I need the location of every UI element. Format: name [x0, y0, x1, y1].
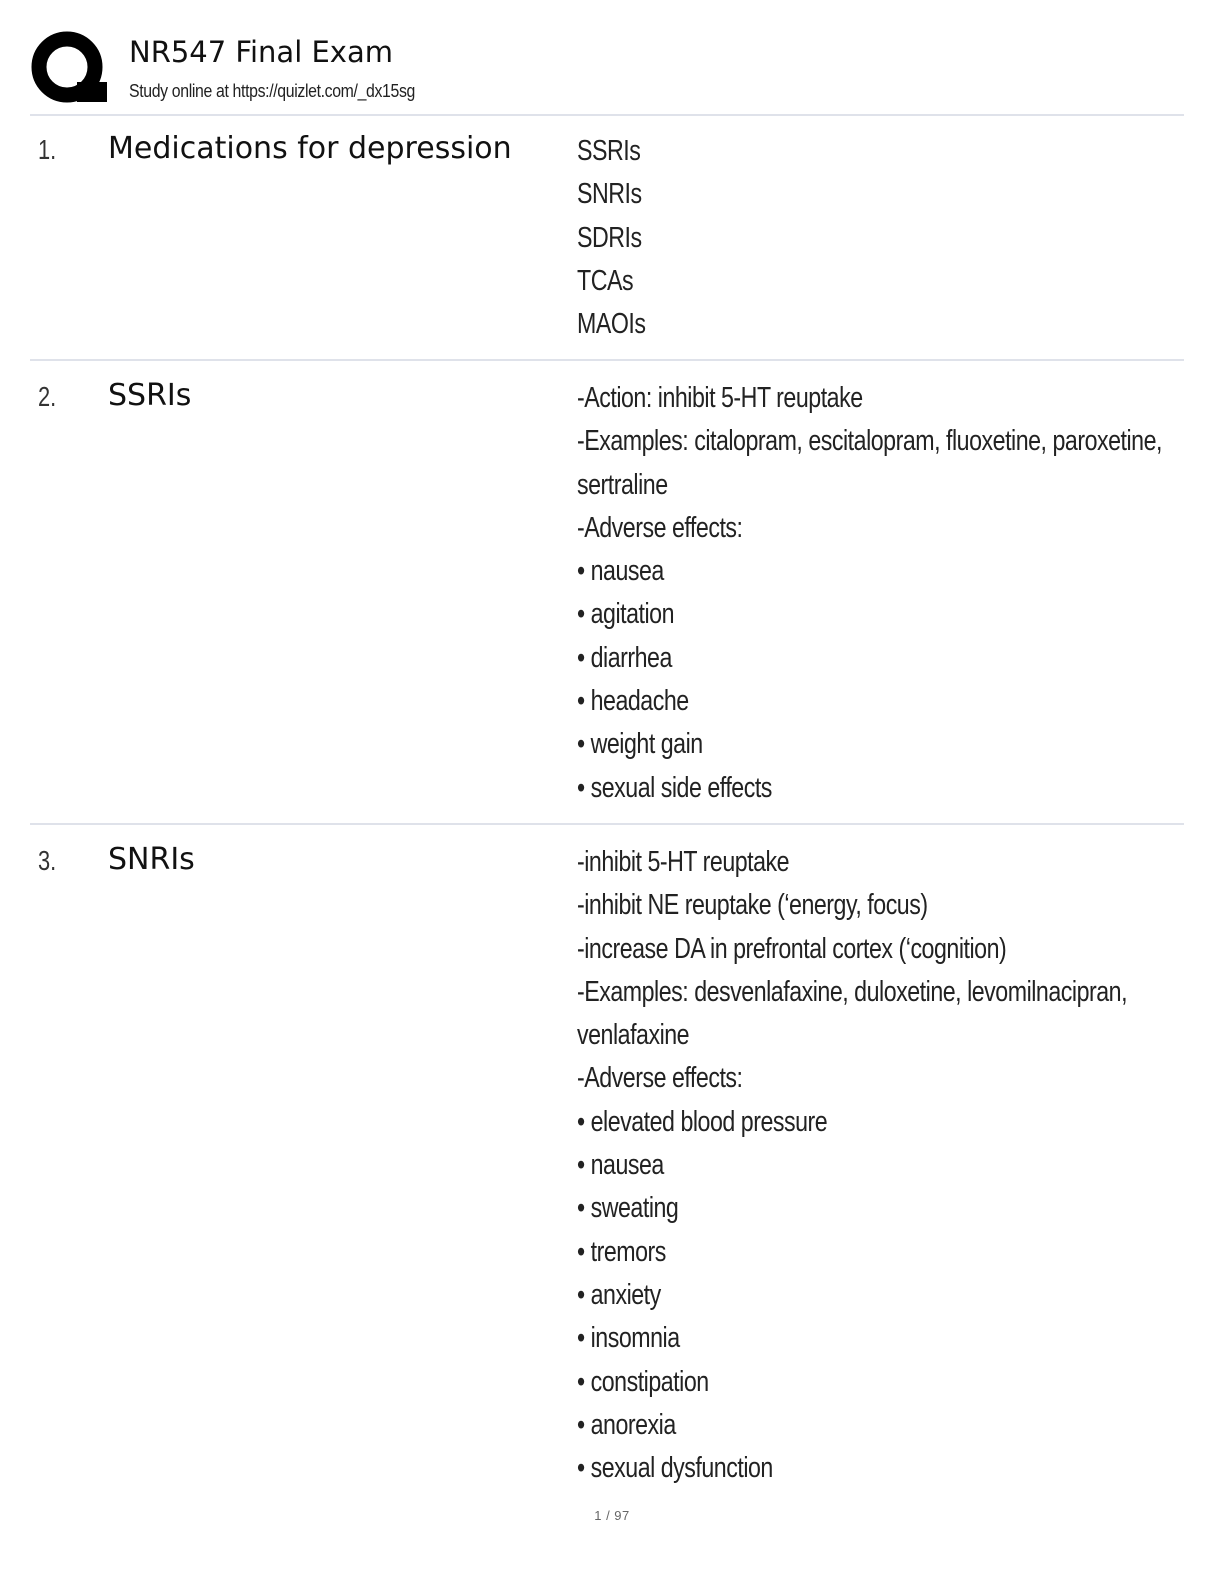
study-link[interactable]: Study online at https://quizlet.com/_dx15sg [129, 81, 416, 101]
card-term: Medications for depression [108, 131, 512, 166]
definition-line: -Adverse effects: [577, 1062, 743, 1095]
definition-line: • sexual dysfunction [577, 1452, 773, 1485]
card-number: 1. [38, 134, 57, 165]
definition-line: • constipation [577, 1365, 709, 1398]
document-title: NR547 Final Exam [129, 35, 393, 69]
definition-line: sertraline [577, 468, 668, 501]
card-definition [577, 841, 1153, 1490]
definition-line: SDRIs [577, 221, 642, 254]
definition-line: • agitation [577, 598, 675, 631]
definition-line: • tremors [577, 1235, 666, 1268]
card-definition [577, 130, 1153, 346]
card-term: SSRIs [108, 378, 192, 413]
definition-line: • nausea [577, 1149, 664, 1182]
definition-line: MAOIs [577, 308, 646, 341]
page-number: 1 / 97 [594, 1508, 630, 1523]
definition-line: • anxiety [577, 1278, 661, 1311]
flashcard-2 [30, 363, 1184, 825]
quizlet-logo-icon [30, 30, 110, 110]
definition-line: • insomnia [577, 1322, 680, 1355]
definition-line: -inhibit 5-HT reuptake [577, 846, 790, 878]
definition-line: -inhibit NE reuptake (‘energy, focus) [577, 889, 928, 922]
document-header [30, 28, 1184, 116]
definition-line: -Examples: citalopram, escitalopram, fluoxetine, paroxetine, [577, 425, 1162, 458]
definition-line: SSRIs [577, 135, 641, 167]
card-number: 2. [38, 381, 57, 412]
definition-line: • nausea [577, 555, 664, 588]
definition-line: • diarrhea [577, 641, 672, 674]
definition-line: -Action: inhibit 5-HT reuptake [577, 382, 863, 414]
definition-line: • headache [577, 685, 689, 718]
definition-line: -increase DA in prefrontal cortex (‘cognition) [577, 932, 1007, 965]
flashcard-1 [30, 116, 1184, 361]
definition-line: -Adverse effects: [577, 511, 743, 544]
flashcard-3 [30, 827, 1184, 1487]
definition-line: • anorexia [577, 1408, 676, 1441]
definition-line: TCAs [577, 264, 634, 297]
definition-line: SNRIs [577, 178, 642, 211]
definition-line: • elevated blood pressure [577, 1105, 828, 1138]
card-term: SNRIs [108, 842, 195, 877]
card-number: 3. [38, 845, 57, 876]
definition-line: • sweating [577, 1192, 679, 1225]
definition-line: -Examples: desvenlafaxine, duloxetine, levomilnacipran, [577, 975, 1128, 1008]
definition-line: venlafaxine [577, 1019, 690, 1052]
definition-line: • sexual side effects [577, 771, 772, 804]
card-definition [577, 377, 1162, 810]
definition-line: • weight gain [577, 728, 703, 761]
